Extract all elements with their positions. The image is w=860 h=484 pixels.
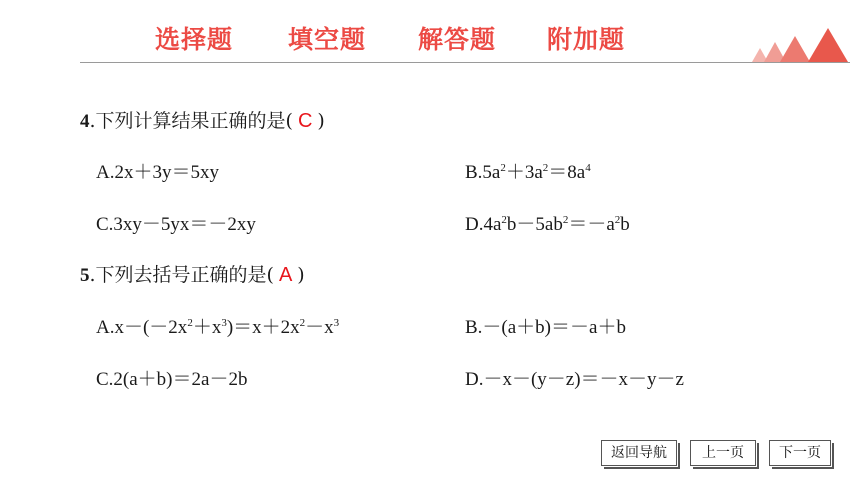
question-4-stem	[80, 106, 325, 133]
tab-fill-in-blank[interactable]: 填空题	[288, 25, 367, 54]
question-5-option-a: $A.x-(-2x^2+x^3)=x+2x^2-x^3$	[96, 317, 340, 338]
triangle-decoration-icon	[808, 28, 848, 62]
question-5-option-d: D.－x－(y－z)＝－x－y－z	[465, 369, 684, 390]
question-4-option-d: $D.4a^2b-5ab^2=-a^2b$	[465, 214, 630, 235]
question-text: .下列计算结果正确的是(	[89, 110, 293, 132]
answer-mark: A	[278, 264, 293, 286]
question-5-option-c: C.2(a＋b)＝2a－2b	[96, 369, 248, 390]
question-4-option-c: C.3xy－5yx＝－2xy	[96, 214, 256, 235]
question-4-option-a: A.2x＋3y＝5xy	[96, 162, 219, 183]
triangle-decoration-icon	[780, 36, 810, 62]
question-number: 5	[80, 265, 90, 286]
question-text: .下列去括号正确的是(	[89, 264, 274, 286]
question-5-stem	[80, 260, 305, 287]
tab-additional-questions[interactable]: 附加题	[547, 25, 626, 54]
next-page-button[interactable]: 下一页	[769, 440, 831, 466]
question-text-end: )	[317, 110, 325, 132]
tab-answer-questions[interactable]: 解答题	[418, 25, 497, 54]
question-number: 4	[80, 111, 90, 132]
top-navigation	[0, 0, 860, 64]
back-to-navigation-button[interactable]: 返回导航	[601, 440, 677, 466]
tab-multiple-choice[interactable]: 选择题	[155, 25, 234, 54]
header-divider	[80, 62, 850, 63]
answer-mark: C	[297, 110, 313, 132]
question-4-option-b: $B.5a^2+3a^2=8a^4$	[465, 162, 591, 183]
previous-page-button[interactable]: 上一页	[690, 440, 756, 466]
question-5-option-b: B.－(a＋b)＝－a＋b	[465, 317, 626, 338]
question-text-end: )	[297, 264, 305, 286]
